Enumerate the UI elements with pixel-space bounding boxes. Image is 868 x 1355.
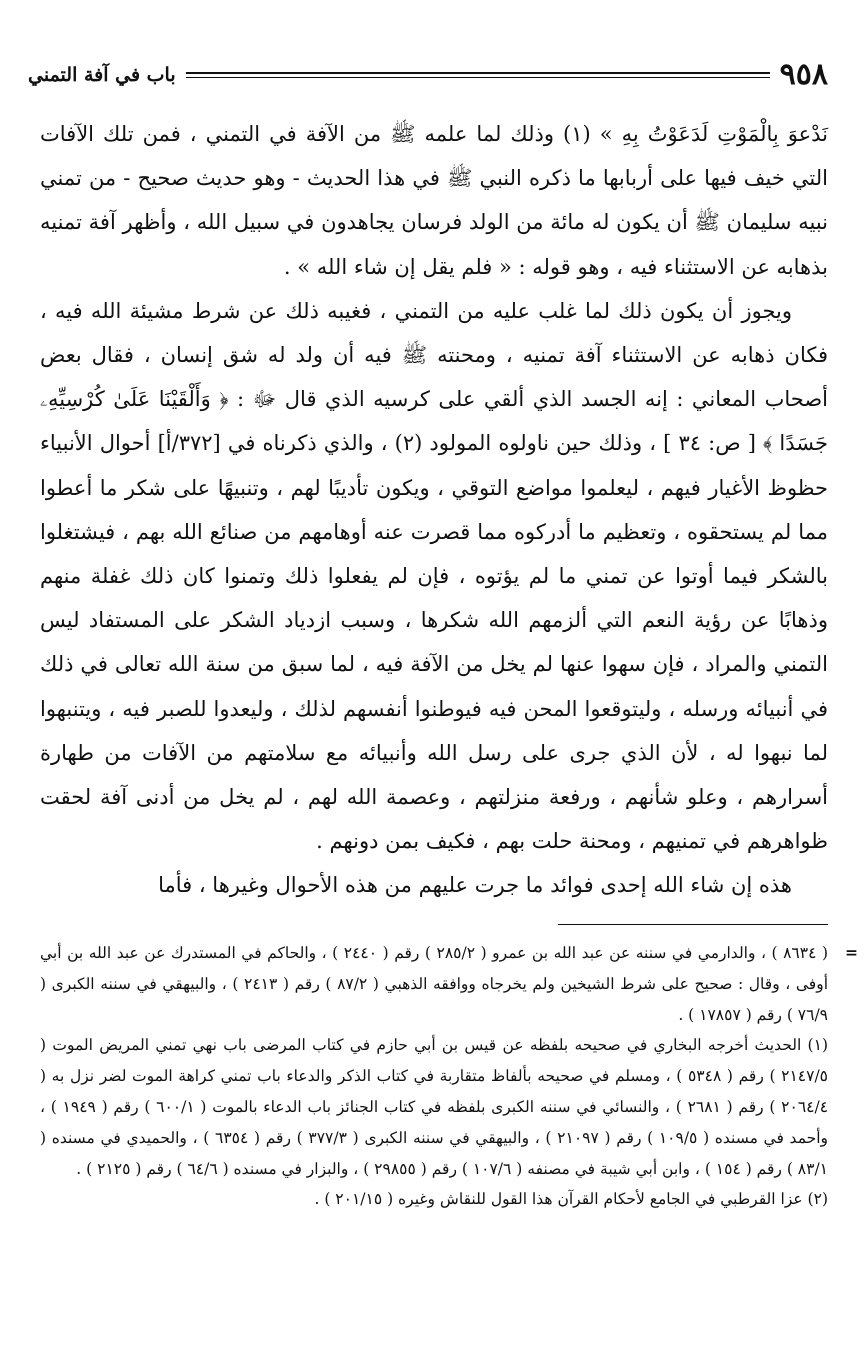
main-text [40,112,828,908]
page-header [28,58,828,92]
paragraph-1: نَدْعوَ بِالْمَوْتِ لَدَعَوْتُ بِهِ » (١) وذلك لما علمه ﷺ من الآفة في التمني ، فمن تلك الآفات التي خيف فيها على أربابها ما ذكره النبي ﷺ في هذا الحديث - وهو حديث صحيح - من تمني نبيه سليمان ﷺ أن يكون له مائة من الولد فرسان يجاهدون في سبيل الله ، وأظهر آفة تمنيه بذهابه عن الاستثناء فيه ، وهو قوله : « فلم يقل إن شاء الله » . [40,122,828,279]
continuation-mark: = [845,943,858,962]
footnote-2: (٢) عزا القرطبي في الجامع لأحكام القرآن هذا القول للنقاش وغيره ( ٢٠١/١٥ ) . [314,1190,828,1209]
paragraph-3: هذه إن شاء الله إحدى فوائد ما جرت عليهم من هذه الأحوال وغيرها ، فأما [158,873,792,898]
header-rule [186,72,770,78]
chapter-title: باب في آفة التمني [28,64,176,86]
footnote-continuation-text: ( ٨٦٣٤ ) ، والدارمي في سننه عن عبد الله بن عمرو ( ٢٨٥/٢ ) رقم ( ٢٤٤٠ ) ، والحاكم في المستدرك عن عبد الله بن أبي أوفى ، وقال : صحيح على شرط الشيخين ولم يخرجاه ووافقه الذهبي ( ٨٧/٢ ) رقم ( ٢٤١٣ ) ، والبيهقي في سننه الكبرى ( ٧٦/٩ ) رقم ( ١٧٨٥٧ ) . [40,944,829,1024]
footnote-1: (١) الحديث أخرجه البخاري في صحيحه بلفظه عن قيس بن أبي حازم في كتاب المرضى باب نهي تمني المريض الموت ( ٢١٤٧/٥ ) رقم ( ٥٣٤٨ ) ، ومسلم في صحيحه بألفاظ متقاربة في كتاب الذكر والدعاء باب تمني كراهة الموت لضر نزل به ( ٢٠٦٤/٤ ) رقم ( ٢٦٨١ ) ، والنسائي في سننه الكبرى بلفظه في كتاب الجنائز باب الدعاء بالموت ( ٦٠٠/١ ) رقم ( ١٩٤٩ ) ، وأحمد في مسنده ( ١٠٩/٥ ) رقم ( ٢١٠٩٧ ) ، والبيهقي في سننه الكبرى ( ٣٧٧/٣ ) رقم ( ٦٣٥٤ ) ، والحميدي في مسنده ( ٨٣/١ ) رقم ( ١٥٤ ) ، وابن أبي شيبة في مصنفه ( ١٠٧/٦ ) رقم ( ٢٩٨٥٥ ) ، والبزار في مسنده ( ٦٤/٦ ) رقم ( ٢١٢٥ ) . [40,1036,829,1178]
page-number: ٩٥٨ [779,57,828,92]
paragraph-2: ويجوز أن يكون ذلك لما غلب عليه من التمني ، فغيبه ذلك عن شرط مشيئة الله فيه ، فكان ذهابه عن الاستثناء آفة تمنيه ، ومحنته ﷺ فيه أن ولد له شق إنسان ، فقال بعض أصحاب المعاني : إنه الجسد الذي ألقي على كرسيه الذي قال ﷻ : ﴿ وَأَلْقَيْنَا عَلَىٰ كُرْسِيِّهِۦ جَسَدًا ﴾ [ ص: ٣٤ ] ، وذلك حين ناولوه المولود (٢) ، والذي ذكرناه في [٣٧٢/أ] أحوال الأنبياء حظوظ الأغيار فيهم ، ليعلموا مواضع التوقي ، ويكون تأديبًا لهم ، وتنبيهًا على شكر ما أعطوا مما لم يستحقوه ، وتعظيم ما أدركوه مما قصرت عنه أوهامهم من صنائع الله بهم ، فيشتغلوا بالشكر فيما أوتوا عن تمني ما لم يؤتوه ، فإن لم يفعلوا ذلك وتمنوا كان ذلك غفلة منهم وذهابًا عن رؤية النعم التي ألزمهم الله شكرها ، وسبب ازدياد الشكر على المستفاد ليس التمني والمراد ، فإن سهوا عنها لم يخل من الآفة فيه ، لما سبق من سنة الله تعالى في ذلك في أنبيائه ورسله ، وليتوقعوا المحن فيه فيوطنوا أنفسهم لذلك ، وليعدوا للصبر فيه ، ويتنبهوا لما نبهوا له ، لأن الذي جرى على رسل الله وأنبيائه مع سلامتهم من الآفات من طهارة أسرارهم ، وعلو شأنهم ، ورفعة منزلتهم ، وعصمة الله لهم ، لم يخل من أدنى آفة لحقت ظواهرهم في تمنيهم ، ومحنة حلت بهم ، فكيف بمن دونهم . [40,298,829,854]
footnote-continuation [40,938,858,1030]
footnotes [40,938,858,1215]
footnote-separator [558,924,828,925]
